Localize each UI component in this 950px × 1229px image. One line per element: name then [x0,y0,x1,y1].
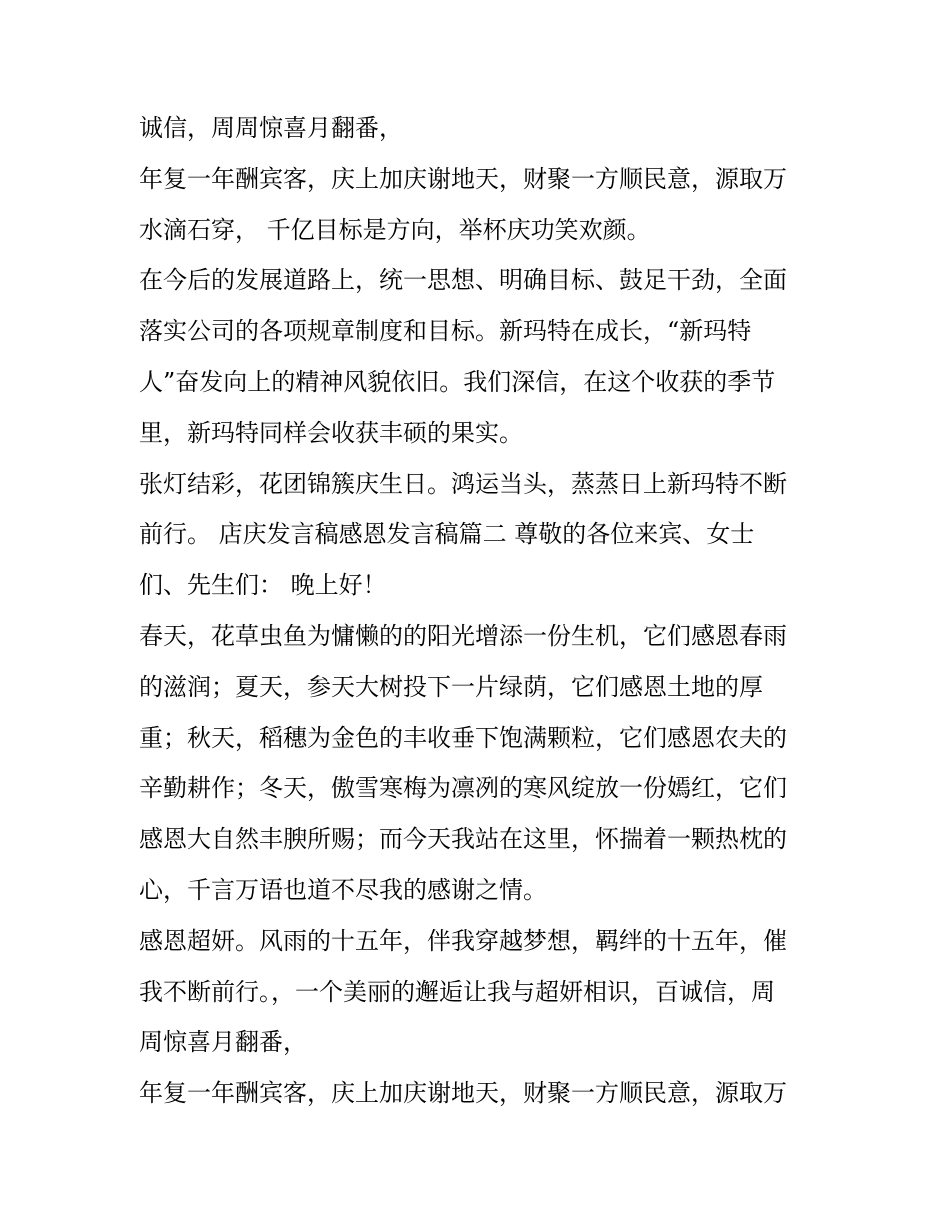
text-line: 辛勤耕作；冬天，傲雪寒梅为凛冽的寒风绽放一份嫣红，它们 [139,774,787,803]
text-line: 人”奋发向上的精神风貌依旧。我们深信，在这个收获的季节 [139,367,776,396]
text-line: 水滴石穿， 千亿目标是方向，举杯庆功笑欢颜。 [139,215,651,244]
text-line: 张灯结彩，花团锦簇庆生日。鸿运当头，蒸蒸日上新玛特不断 [139,469,787,498]
text-line: 感恩超妍。风雨的十五年，伴我穿越梦想，羁绊的十五年，催 [139,926,787,955]
text-line: 们、先生们： 晚上好！ [139,571,387,600]
text-line: 的滋润；夏天，参天大树投下一片绿荫，它们感恩土地的厚 [139,672,763,701]
text-line: 里，新玛特同样会收获丰硕的果实。 [139,418,523,447]
text-line: 年复一年酬宾客，庆上加庆谢地天，财聚一方顺民意，源取万 [139,164,787,193]
text-line: 感恩大自然丰腴所赐；而今天我站在这里，怀揣着一颗热枕的 [139,825,787,854]
text-line: 周惊喜月翻番， [139,1028,307,1057]
text-line: 春天，花草虫鱼为慵懒的的阳光增添一份生机，它们感恩春雨 [139,621,787,650]
text-line: 在今后的发展道路上，统一思想、明确目标、鼓足干劲，全面 [139,266,787,295]
text-line: 落实公司的各项规章制度和目标。新玛特在成长，“新玛特 [139,317,752,346]
text-line: 我不断前行。，一个美丽的邂逅让我与超妍相识，百诚信，周 [139,977,775,1006]
text-line: 心，千言万语也道不尽我的感谢之情。 [139,875,547,904]
text-line: 年复一年酬宾客，庆上加庆谢地天，财聚一方顺民意，源取万 [139,1079,787,1108]
document-body [139,103,819,1119]
text-line: 重；秋天，稻穗为金色的丰收垂下饱满颗粒，它们感恩农夫的 [139,723,787,752]
text-line: 前行。 店庆发言稿感恩发言稿篇二 尊敬的各位来宾、女士 [139,520,755,549]
text-line: 诚信，周周惊喜月翻番， [139,114,403,142]
